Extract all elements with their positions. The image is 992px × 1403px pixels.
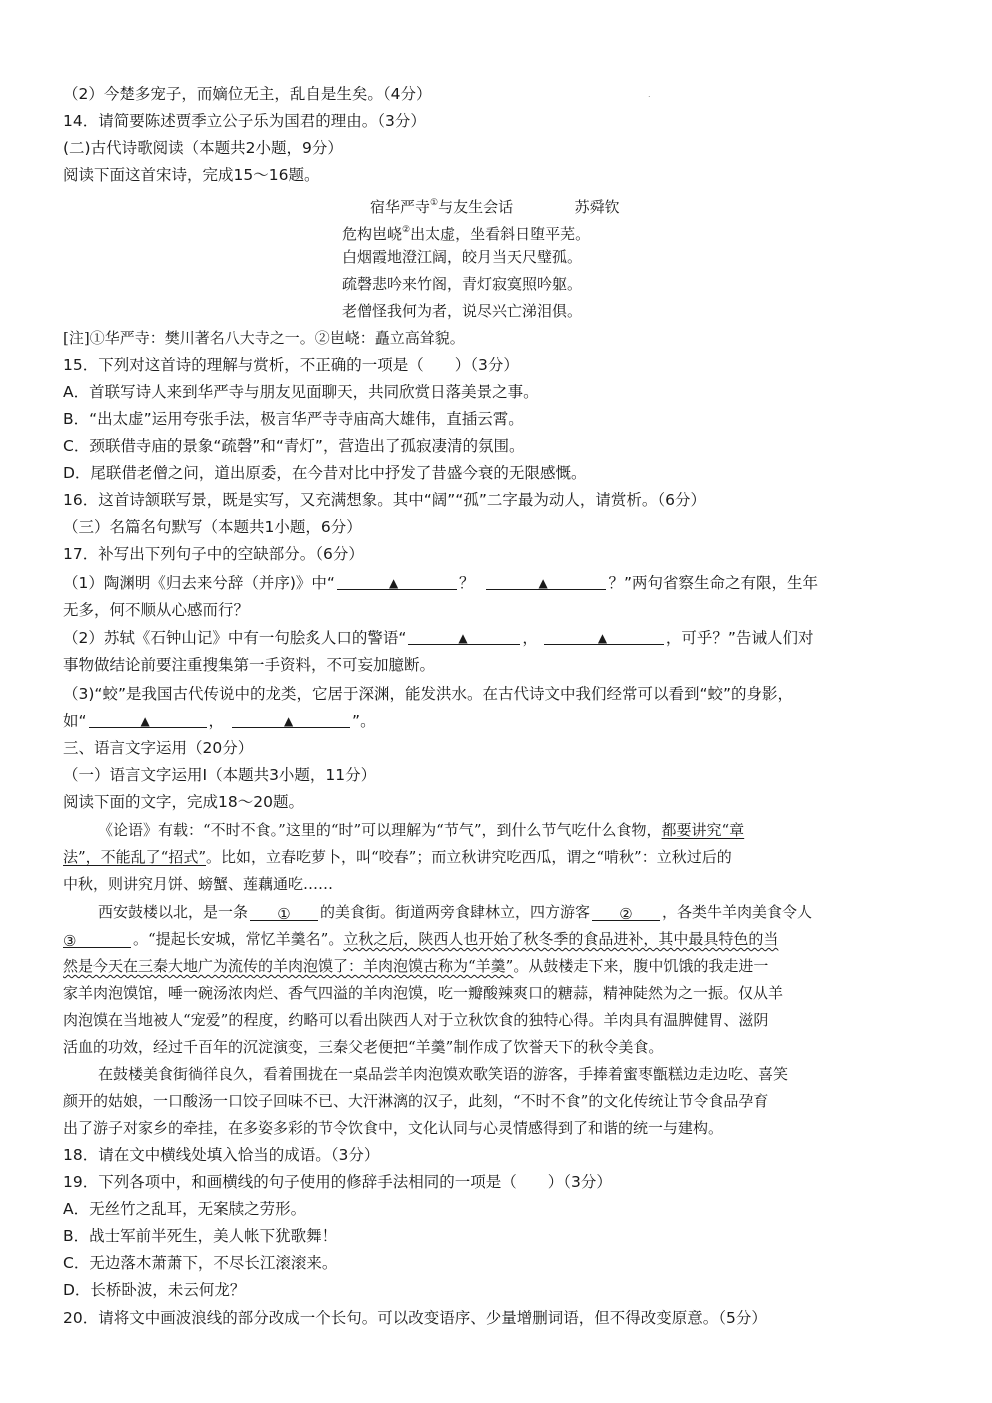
question-14: 14．请简要陈述贾季立公子乐为国君的理由。（3分） bbox=[63, 112, 426, 130]
idiom-blank-2[interactable] bbox=[592, 904, 660, 921]
q15-option-b: B．“出太虚”运用夸张手法，极言华严寺寺庙高大雄伟，直插云霄。 bbox=[63, 410, 524, 428]
question-20: 20．请将文中画波浪线的部分改成一个长句。可以改变语序、少量增删词语，但不得改变原意。（5分） bbox=[63, 1309, 767, 1327]
blank-label-3: ③ bbox=[63, 932, 77, 950]
q17-3-text-b: 如“ bbox=[63, 712, 87, 730]
p1-underlined-b: 法”，不能乱了“招式” bbox=[63, 848, 207, 866]
answer-blank[interactable] bbox=[89, 711, 207, 728]
triangle-marker-icon: ▲ bbox=[284, 714, 294, 728]
p2-wavy-a: 立秋之后，陕西人也开始了秋冬季的食品进补，其中最具特色的当 bbox=[343, 930, 779, 948]
question-18: 18．请在文中横线处填入恰当的成语。（3分） bbox=[63, 1146, 380, 1164]
poem-note-mark-2: ② bbox=[402, 225, 411, 235]
stray-dot: . bbox=[648, 90, 651, 99]
q13-item-2: （2）今楚多宠子，而嫡位无主，乱自是生矣。（4分） bbox=[63, 85, 432, 103]
question-17: 17．补写出下列句子中的空缺部分。（6分） bbox=[63, 545, 364, 563]
idiom-blank-1[interactable] bbox=[250, 904, 318, 921]
p2-text-b: 的美食街。街道两旁食肆林立，四方游客 bbox=[320, 903, 591, 921]
q19-option-a: A．无丝竹之乱耳，无案牍之劳形。 bbox=[63, 1200, 307, 1218]
q15-option-c: C．颈联借寺庙的景象“疏磬”和“青灯”，营造出了孤寂凄清的氛围。 bbox=[63, 437, 525, 455]
triangle-marker-icon: ▲ bbox=[458, 631, 468, 645]
passage-p2-line2 bbox=[63, 929, 778, 949]
question-15: 15．下列对这首诗的理解与赏析，不正确的一项是（ ）（3分） bbox=[63, 356, 519, 374]
q17-1-text-b: ？ bbox=[458, 574, 475, 592]
triangle-marker-icon: ▲ bbox=[597, 631, 608, 645]
passage-p2-line4: 家羊肉泡馍馆，唾一碗汤浓肉烂、香气四溢的羊肉泡馍，吃一瓣酸辣爽口的糖蒜，精神陡然为之一振。仅从羊 bbox=[63, 984, 784, 1002]
idiom-blank-3[interactable] bbox=[63, 931, 131, 948]
triangle-marker-icon: ▲ bbox=[388, 576, 399, 590]
p2-text-e: 。从鼓楼走下来，腹中饥饿的我走进一 bbox=[513, 957, 769, 975]
poetry-instruction: 阅读下面这首宋诗，完成15～16题。 bbox=[63, 166, 320, 184]
q17-item-3: （3)“蛟”是我国古代传说中的龙类，它居于深渊，能发洪水。在古代诗文中我们经常可以看到“蛟”的身影， bbox=[63, 685, 794, 703]
poem-author: 苏舜钦 bbox=[574, 198, 620, 216]
section-poetry-heading: (二)古代诗歌阅读（本题共2小题，9分） bbox=[63, 139, 343, 157]
p1-underlined-a: 都要讲究“章 bbox=[661, 821, 745, 839]
poem-line-4: 老僧怪我何为者，说尽兴亡涕泪俱。 bbox=[342, 302, 583, 320]
section-3-heading: 三、语言文字运用（20分） bbox=[63, 739, 254, 757]
q17-3-text-d: ”。 bbox=[352, 712, 376, 730]
q19-option-d: D．长桥卧波，未云何龙？ bbox=[63, 1281, 246, 1299]
q15-option-a: A．首联写诗人来到华严寺与朋友见面聊天，共同欣赏日落美景之事。 bbox=[63, 383, 539, 401]
p2-text-d: 。“提起长安城，常忆羊羹名”。 bbox=[133, 930, 344, 948]
poem-title-rest: 与友生会话 bbox=[438, 198, 514, 216]
blank-label-2: ② bbox=[619, 905, 633, 923]
passage-p1-line2 bbox=[63, 847, 732, 867]
poem-note-mark-1: ① bbox=[430, 198, 439, 208]
passage-p1-line1 bbox=[98, 820, 744, 840]
poem-title: 宿华严寺 bbox=[370, 198, 431, 216]
blank-label-1: ① bbox=[277, 905, 291, 923]
q17-item-2-cont: 事物做结论前要注重搜集第一手资料，不可妄加臆断。 bbox=[63, 656, 436, 674]
poem-line-3: 疏磬悲吟来竹阁，青灯寂寞照吟躯。 bbox=[342, 275, 583, 293]
q17-item-1-cont: 无多，何不顺从心感而行？ bbox=[63, 601, 250, 619]
question-16: 16．这首诗颔联写景，既是实写，又充满想象。其中“阔”“孤”二字最为动人，请赏析。（6分） bbox=[63, 491, 706, 509]
passage-p3-line2: 颜开的姑娘，一口酸汤一口饺子回味不已、大汗淋漓的汉子，此刻，“不时不食”的文化传统让节令食品孕育 bbox=[63, 1092, 769, 1110]
poem-line-1-a: 危构岜峣 bbox=[342, 225, 403, 243]
p2-text-c: ，各类牛羊肉美食令人 bbox=[662, 903, 813, 921]
answer-blank[interactable] bbox=[486, 573, 606, 590]
reading-instruction: 阅读下面的文字，完成18～20题。 bbox=[63, 793, 304, 811]
p1-text-b: 。比如，立春吃萝卜，叫“咬春”；而立秋讲究吃西瓜，谓之“啃秋”：立秋过后的 bbox=[206, 848, 732, 866]
passage-p1-line3: 中秋，则讲究月饼、螃蟹、莲藕通吃…… bbox=[63, 875, 334, 893]
poem-line-1 bbox=[342, 220, 590, 244]
answer-blank[interactable] bbox=[232, 711, 350, 728]
q17-2-text-b: ， bbox=[522, 629, 538, 647]
poem-line-2: 白烟霞地澄江阔，皎月当天尺璧孤。 bbox=[342, 248, 583, 266]
passage-p2-line3 bbox=[63, 956, 768, 976]
q17-item-3-cont bbox=[63, 711, 376, 731]
passage-p3-line1: 在鼓楼美食街徜徉良久，看着围拢在一桌品尝羊肉泡馍欢歌笑语的游客，手捧着蜜枣甑糕边走边吃、喜笑 bbox=[98, 1065, 789, 1083]
answer-blank[interactable] bbox=[544, 628, 664, 645]
q17-2-text-a: （2）苏轼《石钟山记》中有一句脍炙人口的警语“ bbox=[63, 629, 407, 647]
passage-p2-line6: 活血的功效，经过千百年的沉淀演变，三秦父老便把“羊羹”制作成了饮誉天下的秋令美食。 bbox=[63, 1038, 664, 1056]
section-3-1-heading: （一）语言文字运用Ⅰ（本题共3小题，11分） bbox=[63, 766, 377, 784]
p1-text-a: 《论语》有载：“不时不食。”这里的“时”可以理解为“节气”，到什么节气吃什么食物， bbox=[98, 821, 662, 839]
passage-p2-line5: 肉泡馍在当地被人“宠爱”的程度，约略可以看出陕西人对于立秋饮食的独特心得。羊肉具有温脾健胃、滋阴 bbox=[63, 1011, 769, 1029]
q17-1-text-a: （1）陶渊明《归去来兮辞（并序)》中“ bbox=[63, 574, 335, 592]
answer-blank[interactable] bbox=[337, 573, 457, 590]
p2-text-a: 西安鼓楼以北，是一条 bbox=[98, 903, 249, 921]
answer-blank[interactable] bbox=[408, 628, 520, 645]
section-dictation-heading: （三）名篇名句默写（本题共1小题，6分） bbox=[63, 518, 362, 536]
q15-option-d: D．尾联借老僧之问，道出原委，在今昔对比中抒发了昔盛今衰的无限感慨。 bbox=[63, 464, 587, 482]
q17-item-2 bbox=[63, 628, 813, 648]
question-19: 19．下列各项中，和画横线的句子使用的修辞手法相同的一项是（ ）（3分） bbox=[63, 1173, 612, 1191]
q17-1-text-c: ？”两句省察生命之有限，生年 bbox=[608, 574, 818, 592]
poem-line-1-b: 出太虚，坐看斜日堕平芜。 bbox=[410, 225, 591, 243]
q19-option-c: C．无边落木萧萧下，不尽长江滚滚来。 bbox=[63, 1254, 338, 1272]
triangle-marker-icon: ▲ bbox=[538, 576, 548, 590]
poem-title-line bbox=[370, 193, 620, 217]
passage-p3-line3: 出了游子对家乡的牵挂，在多姿多彩的节令饮食中，文化认同与心灵情感得到了和谐的统一与建构。 bbox=[63, 1119, 724, 1137]
q17-3-text-c: ， bbox=[208, 712, 225, 730]
poem-annotation: [注]①华严寺：樊川著名八大寺之一。②岜峣：矗立高耸貌。 bbox=[63, 329, 465, 347]
q17-item-1 bbox=[63, 573, 818, 593]
passage-p2-line1 bbox=[98, 902, 812, 922]
triangle-marker-icon: ▲ bbox=[140, 714, 150, 728]
q19-option-b: B．战士军前半死生，美人帐下犹歌舞！ bbox=[63, 1227, 338, 1245]
q17-2-text-c: ，可乎？”告诫人们对 bbox=[665, 629, 814, 647]
p2-wavy-b: 然是今天在三秦大地广为流传的羊肉泡馍了：羊肉泡馍古称为“羊羹” bbox=[63, 957, 514, 975]
